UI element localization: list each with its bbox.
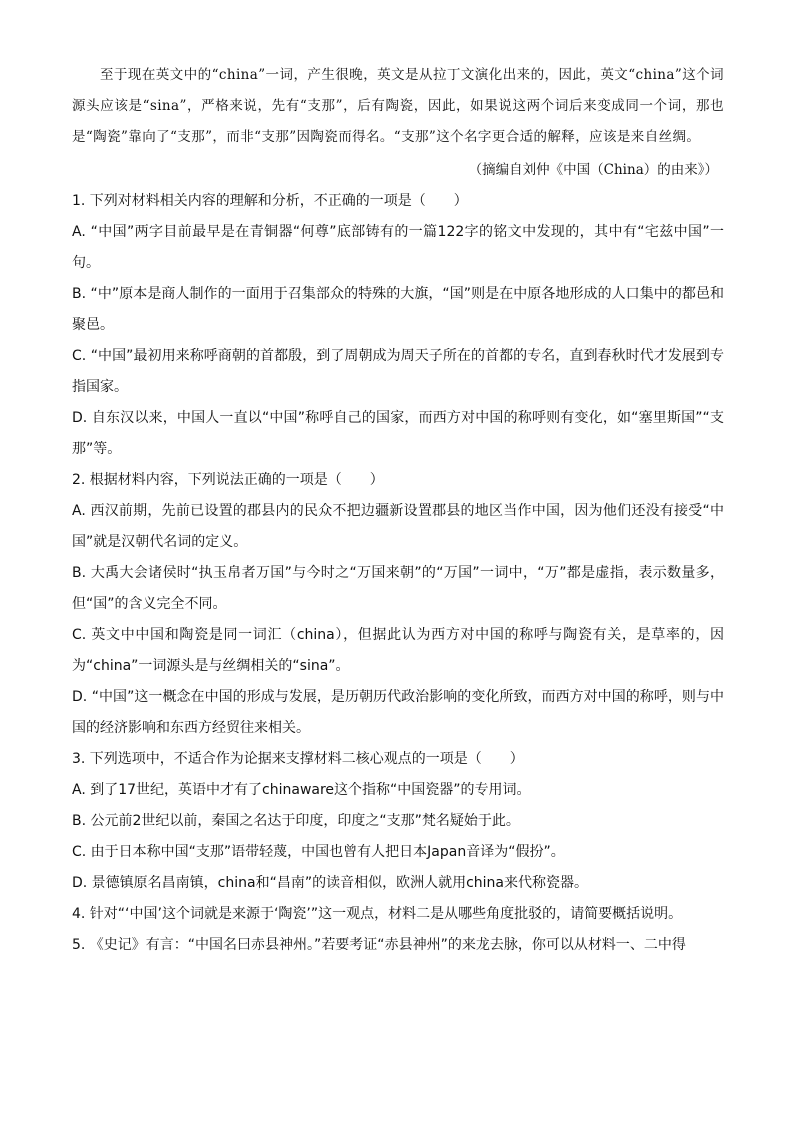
passage-paragraph: 至于现在英文中的“china”一词，产生很晚，英文是从拉丁文演化出来的，因此，英文“china”这个词源头应该是“sina”，严格来说，先有“支那”，后有陶瓷，因此，如果说这两个词后来变成同一个词，那也是“陶瓷”靠向了“支那”，而非“支那”因陶瓷而得名。“支那”这个名字更合适的解释，应该是来自丝绸。: [72, 67, 724, 145]
passage-source: （摘编自刘仲《中国（China）的由来》）: [468, 162, 718, 178]
question-1: [72, 186, 724, 465]
option-b: B. “中”原本是商人制作的一面用于召集部众的特殊的大旗，“国”则是在中原各地形成的人口集中的都邑和聚邑。: [72, 286, 724, 333]
option-c: C. “中国”最初用来称呼商朝的首都殷，到了周朝成为周天子所在的首都的专名，直到春秋时代才发展到专指国家。: [72, 348, 724, 395]
question-5: [72, 930, 724, 961]
question-stem: 2. 根据材料内容，下列说法正确的一项是（ ）: [72, 472, 384, 488]
option-b: B. 公元前2世纪以前，秦国之名达于印度，印度之“支那”梵名疑始于此。: [72, 813, 520, 829]
question-2: [72, 465, 724, 744]
document-page: [72, 60, 724, 961]
question-3: [72, 744, 724, 899]
option-d: D. 景德镇原名昌南镇，china和“昌南”的读音相似，欧洲人就用china来代称瓷器。: [72, 875, 589, 891]
option-a: A. “中国”两字目前最早是在青铜器“何尊”底部铸有的一篇122字的铭文中发现的，其中有“宅兹中国”一句。: [72, 224, 724, 271]
option-c: C. 英文中中国和陶瓷是同一词汇（china），但据此认为西方对中国的称呼与陶瓷有关，是草率的，因为“china”一词源头是与丝绸相关的“sina”。: [72, 627, 724, 674]
question-stem: 1. 下列对材料相关内容的理解和分析，不正确的一项是（ ）: [72, 193, 468, 209]
option-list: [72, 496, 724, 744]
question-4: [72, 899, 724, 930]
question-stem: 4. 针对“‘中国’这个词就是来源于‘陶瓷’”这一观点，材料二是从哪些角度批驳的，请简要概括说明。: [72, 906, 683, 922]
option-list: [72, 217, 724, 465]
option-a: A. 西汉前期，先前已设置的郡县内的民众不把边疆新设置郡县的地区当作中国，因为他们还没有接受“中国”就是汉朝代名词的定义。: [72, 503, 724, 550]
question-stem: 3. 下列选项中，不适合作为论据来支撑材料二核心观点的一项是（ ）: [72, 751, 524, 767]
option-list: [72, 775, 724, 899]
option-b: B. 大禹大会诸侯时“执玉帛者万国”与今时之“万国来朝”的“万国”一词中，“万”都是虚指，表示数量多，但“国”的含义完全不同。: [72, 565, 724, 612]
question-stem: 5. 《史记》有言：“中国名曰赤县神州。”若要考证“赤县神州”的来龙去脉，你可以从材料一、二中得: [72, 937, 686, 953]
option-d: D. 自东汉以来，中国人一直以“中国”称呼自己的国家，而西方对中国的称呼则有变化，如“塞里斯国”“支那”等。: [72, 410, 724, 457]
option-a: A. 到了17世纪，英语中才有了chinaware这个指称“中国瓷器”的专用词。: [72, 782, 531, 798]
option-c: C. 由于日本称中国“支那”语带轻蔑，中国也曾有人把日本Japan音译为“假扮”。: [72, 844, 565, 860]
option-d: D. “中国”这一概念在中国的形成与发展，是历朝历代政治影响的变化所致，而西方对中国的称呼，则与中国的经济影响和东西方经贸往来相关。: [72, 689, 724, 736]
